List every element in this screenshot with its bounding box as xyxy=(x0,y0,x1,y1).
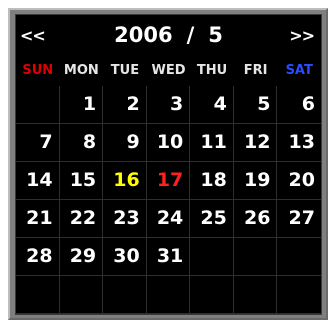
day-cell-empty xyxy=(190,276,234,314)
day-cell[interactable]: 27 xyxy=(277,200,321,238)
day-cell[interactable]: 28 xyxy=(16,238,60,276)
day-cell[interactable]: 21 xyxy=(16,200,60,238)
weekday-label-tue: TUE xyxy=(110,63,140,78)
day-cell[interactable]: 13 xyxy=(277,124,321,162)
day-cell[interactable]: 4 xyxy=(190,86,234,124)
day-cell[interactable]: 11 xyxy=(190,124,234,162)
day-cell[interactable]: 2 xyxy=(103,86,147,124)
calendar-widget xyxy=(8,8,328,320)
year-label: 2006 xyxy=(114,23,173,47)
day-cell[interactable]: 26 xyxy=(234,200,278,238)
day-cell-empty xyxy=(60,276,104,314)
day-cell[interactable]: 20 xyxy=(277,162,321,200)
day-cell-empty xyxy=(190,238,234,276)
weekday-label-fri: FRI xyxy=(243,63,268,78)
day-cell[interactable]: 1 xyxy=(60,86,104,124)
date-separator: / xyxy=(186,23,195,47)
month-year-title xyxy=(86,20,251,50)
day-cell-empty xyxy=(147,276,191,314)
day-cell[interactable]: 10 xyxy=(147,124,191,162)
weekday-label-mon: MON xyxy=(63,63,99,78)
day-cell[interactable]: 5 xyxy=(234,86,278,124)
day-cell[interactable]: 23 xyxy=(103,200,147,238)
day-cell-empty xyxy=(277,276,321,314)
next-month-button[interactable]: >> xyxy=(289,26,314,45)
day-cell[interactable]: 24 xyxy=(147,200,191,238)
day-cell[interactable]: 12 xyxy=(234,124,278,162)
day-cell-empty xyxy=(103,276,147,314)
day-cell[interactable]: 25 xyxy=(190,200,234,238)
weekday-label-wed: WED xyxy=(151,63,186,78)
day-cell[interactable]: 8 xyxy=(60,124,104,162)
day-cell-empty xyxy=(16,276,60,314)
day-cell[interactable]: 6 xyxy=(277,86,321,124)
day-cell[interactable]: 7 xyxy=(16,124,60,162)
weekday-label-sun: SUN xyxy=(22,63,54,78)
day-cell[interactable]: 22 xyxy=(60,200,104,238)
day-cell-today[interactable]: 16 xyxy=(103,162,147,200)
day-cell[interactable]: 9 xyxy=(103,124,147,162)
day-cell-empty xyxy=(234,276,278,314)
calendar-panel xyxy=(15,14,322,315)
day-cell[interactable]: 3 xyxy=(147,86,191,124)
day-cell[interactable]: 18 xyxy=(190,162,234,200)
weekday-label-sat: SAT xyxy=(285,63,313,78)
day-grid xyxy=(16,86,321,314)
day-cell[interactable]: 29 xyxy=(60,238,104,276)
weekday-label-thu: THU xyxy=(196,63,228,78)
day-cell[interactable]: 15 xyxy=(60,162,104,200)
prev-month-button[interactable]: << xyxy=(20,26,45,45)
day-cell[interactable]: 19 xyxy=(234,162,278,200)
day-cell-empty xyxy=(277,238,321,276)
day-cell[interactable]: 14 xyxy=(16,162,60,200)
calendar-header xyxy=(16,15,321,56)
day-cell[interactable]: 31 xyxy=(147,238,191,276)
month-label: 5 xyxy=(208,23,223,47)
day-cell-selected[interactable]: 17 xyxy=(147,162,191,200)
day-cell-empty xyxy=(234,238,278,276)
day-cell[interactable]: 30 xyxy=(103,238,147,276)
day-cell-empty xyxy=(16,86,60,124)
weekday-header-row xyxy=(16,56,321,86)
